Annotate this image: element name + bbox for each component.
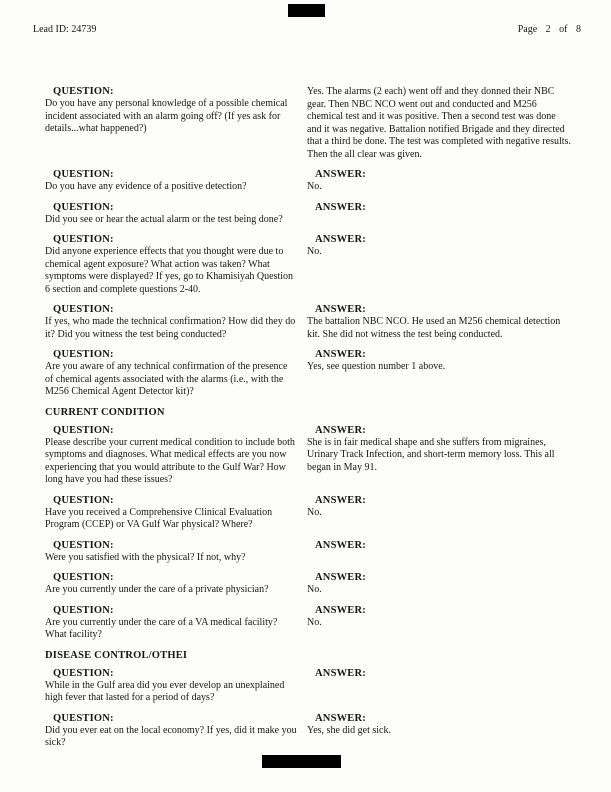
question-cell xyxy=(45,425,297,487)
answer-label: ANSWER: xyxy=(315,169,366,180)
question-cell xyxy=(45,349,297,399)
qa-row xyxy=(45,540,571,565)
answer-cell xyxy=(307,495,571,520)
qa-row xyxy=(45,169,571,194)
answer-text: No. xyxy=(307,584,322,595)
question-cell xyxy=(45,605,297,642)
question-label: QUESTION: xyxy=(53,539,114,551)
answer-cell xyxy=(307,304,571,341)
question-label: QUESTION: xyxy=(53,667,114,679)
question-label: QUESTION: xyxy=(53,234,114,245)
section-header: CURRENT CONDITION xyxy=(45,406,165,418)
question-label: QUESTION: xyxy=(53,304,114,315)
answer-text: Yes, she did get sick. xyxy=(307,724,391,736)
answer-cell xyxy=(307,713,571,738)
qa-row xyxy=(45,713,571,750)
answer-cell xyxy=(307,349,571,374)
question-text: Are you aware of any technical confirmation of the presence of chemical agents associated with the alarms (i.e., with the M256 Chemical Agent Detector kit)? xyxy=(45,361,288,397)
question-label: QUESTION: xyxy=(53,424,114,436)
page-number: Page 2 of 8 xyxy=(517,24,581,35)
answer-label: ANSWER: xyxy=(315,424,366,436)
answer-text: The battalion NBC NCO. He used an M256 chemical detection kit. She did not witness the test being conducted. xyxy=(307,316,561,340)
question-cell xyxy=(45,572,297,597)
question-text: If yes, who made the technical confirmation? How did they do it? Did you witness the test being conducted? xyxy=(45,316,296,340)
qa-row xyxy=(45,86,571,161)
question-label: QUESTION: xyxy=(53,494,114,506)
answer-cell xyxy=(307,540,571,552)
question-label: QUESTION: xyxy=(53,712,114,724)
answer-label: ANSWER: xyxy=(315,572,366,583)
question-label: QUESTION: xyxy=(53,169,114,180)
answer-cell xyxy=(307,86,571,161)
question-text: Do you have any evidence of a positive detection? xyxy=(45,181,247,192)
question-cell xyxy=(45,668,297,705)
question-text: Are you currently under the care of a private physician? xyxy=(45,584,269,595)
question-cell xyxy=(45,202,297,227)
qa-row xyxy=(45,605,571,642)
answer-label: ANSWER: xyxy=(315,304,366,315)
answer-label: ANSWER: xyxy=(315,201,366,213)
answer-text: No. xyxy=(307,181,322,192)
question-cell xyxy=(45,86,297,136)
answer-label: ANSWER: xyxy=(315,494,366,506)
redaction-bar-top xyxy=(288,4,325,17)
question-text: While in the Gulf area did you ever develop an unexplained high fever that lasted for a period of days? xyxy=(45,679,285,703)
answer-label: ANSWER: xyxy=(315,539,366,551)
question-cell xyxy=(45,169,297,194)
answer-label: ANSWER: xyxy=(315,234,366,245)
question-text: Have you received a Comprehensive Clinical Evaluation Program (CCEP) or VA Gulf War physical? Where? xyxy=(45,506,273,530)
qa-row xyxy=(45,495,571,532)
answer-cell xyxy=(307,169,571,194)
question-cell xyxy=(45,234,297,296)
answer-text: Yes. The alarms (2 each) went off and they donned their NBC gear. Then NBC NCO went out and conducted and M256 chemical test and it was positive. Then a second test was done and it was negative. Battalion notified Brigade and they directed that a third be done. The test was completed with negative results. Then the all clear was given. xyxy=(307,86,571,160)
answer-label: ANSWER: xyxy=(315,667,366,679)
question-cell xyxy=(45,304,297,341)
answer-cell xyxy=(307,572,571,597)
answer-cell xyxy=(307,668,571,680)
question-cell xyxy=(45,713,297,750)
question-label: QUESTION: xyxy=(53,86,114,97)
answer-text: She is in fair medical shape and she suffers from migraines, Urinary Track Infection, and short-term memory loss. This all began in May 91. xyxy=(307,436,555,473)
answer-cell xyxy=(307,425,571,475)
question-cell xyxy=(45,495,297,532)
question-text: Please describe your current medical condition to include both symptoms and diagnoses. What medical effects are you now experiencing that you would attribute to the Gulf War? How long have you had these issues? xyxy=(45,436,295,485)
answer-text: No. xyxy=(307,616,322,628)
question-text: Were you satisfied with the physical? If not, why? xyxy=(45,551,246,563)
qa-row xyxy=(45,668,571,705)
document-header xyxy=(33,24,581,35)
qa-row xyxy=(45,572,571,597)
answer-cell xyxy=(307,202,571,214)
question-text: Did you see or hear the actual alarm or the test being done? xyxy=(45,213,283,225)
question-text: Did anyone experience effects that you thought were due to chemical agent exposure? What action was taken? What symptoms were displayed? If yes, go to Khamisiyah Question 6 section and complete questions 2-40. xyxy=(45,246,294,295)
section-header: DISEASE CONTROL/OTHEI xyxy=(45,649,188,661)
answer-text: No. xyxy=(307,506,322,518)
qa-row xyxy=(45,202,571,227)
qa-row xyxy=(45,425,571,487)
answer-text: Yes, see question number 1 above. xyxy=(307,361,446,372)
answer-label: ANSWER: xyxy=(315,604,366,616)
qa-row xyxy=(45,349,571,399)
question-text: Did you ever eat on the local economy? If yes, did it make you sick? xyxy=(45,724,297,748)
question-label: QUESTION: xyxy=(53,604,114,616)
answer-cell xyxy=(307,234,571,259)
lead-id: Lead ID: 24739 xyxy=(33,24,97,35)
answer-label: ANSWER: xyxy=(315,712,366,724)
question-label: QUESTION: xyxy=(53,349,114,360)
question-text: Are you currently under the care of a VA medical facility? What facility? xyxy=(45,616,278,640)
qa-list xyxy=(45,86,571,758)
question-label: QUESTION: xyxy=(53,201,114,213)
qa-row xyxy=(45,304,571,341)
question-cell xyxy=(45,540,297,565)
answer-text: No. xyxy=(307,246,322,257)
redaction-bar-bottom xyxy=(262,755,341,768)
question-text: Do you have any personal knowledge of a possible chemical incident associated with an alarm going off? (If yes ask for details...what happened?) xyxy=(45,98,288,134)
qa-row xyxy=(45,234,571,296)
question-label: QUESTION: xyxy=(53,572,114,583)
answer-label: ANSWER: xyxy=(315,349,366,360)
answer-cell xyxy=(307,605,571,630)
